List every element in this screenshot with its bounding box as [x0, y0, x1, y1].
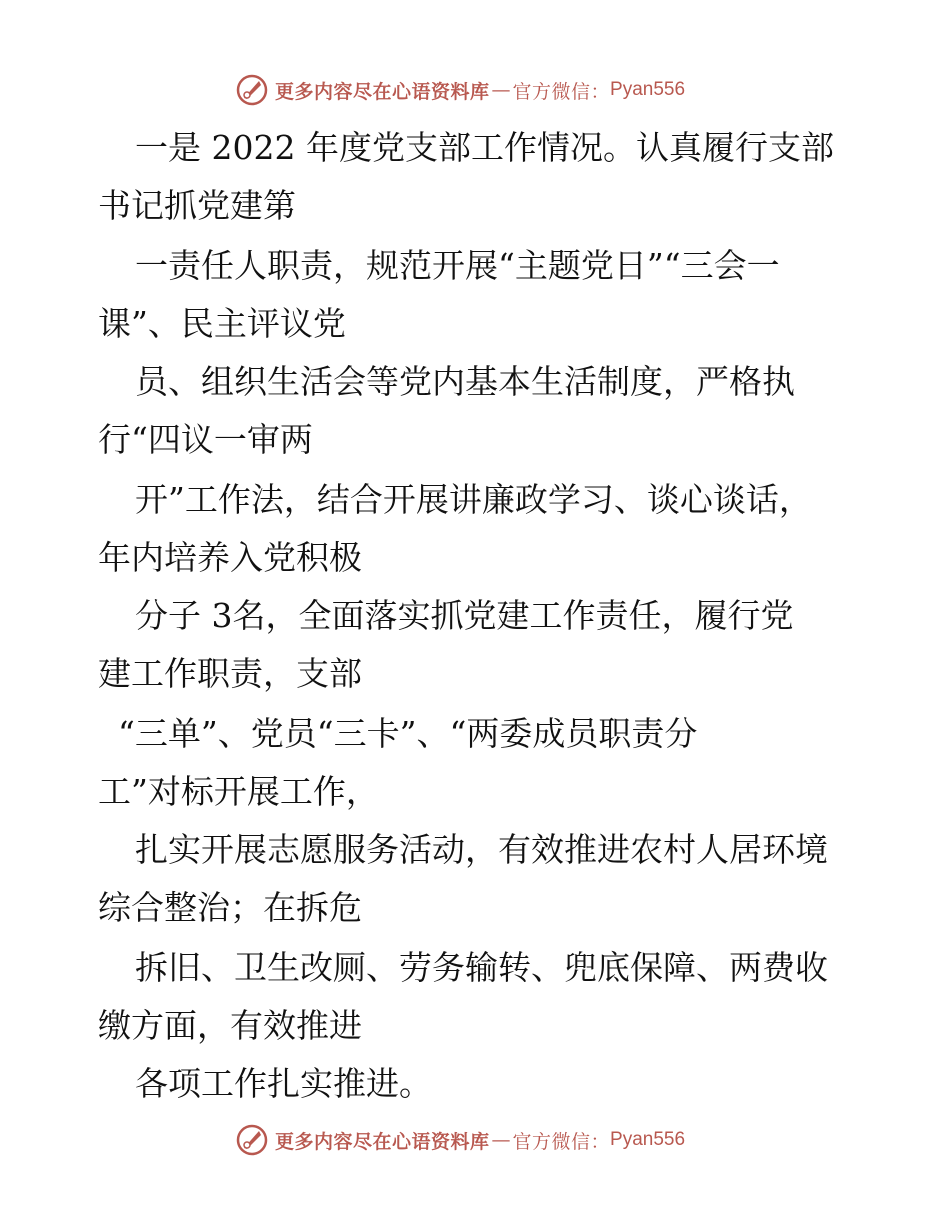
text-line: 年内培养入党积极: [98, 538, 362, 577]
text-line: 书记抓党建第: [98, 186, 296, 225]
text-line: “三单”、党员“三卡”、“两委成员职责分: [118, 714, 698, 753]
text-line: 一责任人职责，规范开展“主题党日”“三会一: [135, 246, 780, 285]
text-line: 缴方面，有效推进: [98, 1006, 362, 1045]
text-line: 工”对标开展工作，: [98, 772, 379, 811]
watermark-title: 更多内容尽在心语资料库: [275, 1130, 490, 1153]
text-line: 开”工作法，结合开展讲廉政学习、谈心谈话，: [135, 480, 812, 519]
text-line: 员、组织生活会等党内基本生活制度，严格执: [135, 362, 795, 401]
text-line: 建工作职责，支部: [98, 654, 362, 693]
text-line: 行“四议一审两: [98, 420, 313, 459]
text-line: 课”、民主评议党: [98, 304, 346, 343]
watermark-title: 更多内容尽在心语资料库: [275, 80, 490, 103]
text-line: 分子 3名，全面落实抓党建工作责任，履行党: [135, 596, 794, 635]
footer-watermark: [235, 1122, 685, 1158]
quill-logo-icon: [235, 1123, 269, 1157]
header-watermark: [235, 72, 685, 108]
text-line: 拆旧、卫生改厕、劳务输转、兜底保障、两费收: [135, 948, 828, 987]
watermark-dash: —: [491, 79, 511, 101]
watermark-wechat-id: Pyan556: [610, 1129, 686, 1150]
text-line: 综合整治；在拆危: [98, 888, 362, 927]
watermark-wechat-label: 官方微信：: [512, 80, 611, 103]
text-line: 扎实开展志愿服务活动，有效推进农村人居环境: [135, 830, 828, 869]
watermark-dash: —: [491, 1129, 511, 1151]
watermark-wechat-label: 官方微信：: [512, 1130, 611, 1153]
text-line: 一是 2022 年度党支部工作情况。认真履行支部: [135, 128, 834, 167]
watermark-wechat-id: Pyan556: [610, 79, 686, 100]
text-line: 各项工作扎实推进。: [135, 1064, 432, 1103]
quill-logo-icon: [235, 73, 269, 107]
